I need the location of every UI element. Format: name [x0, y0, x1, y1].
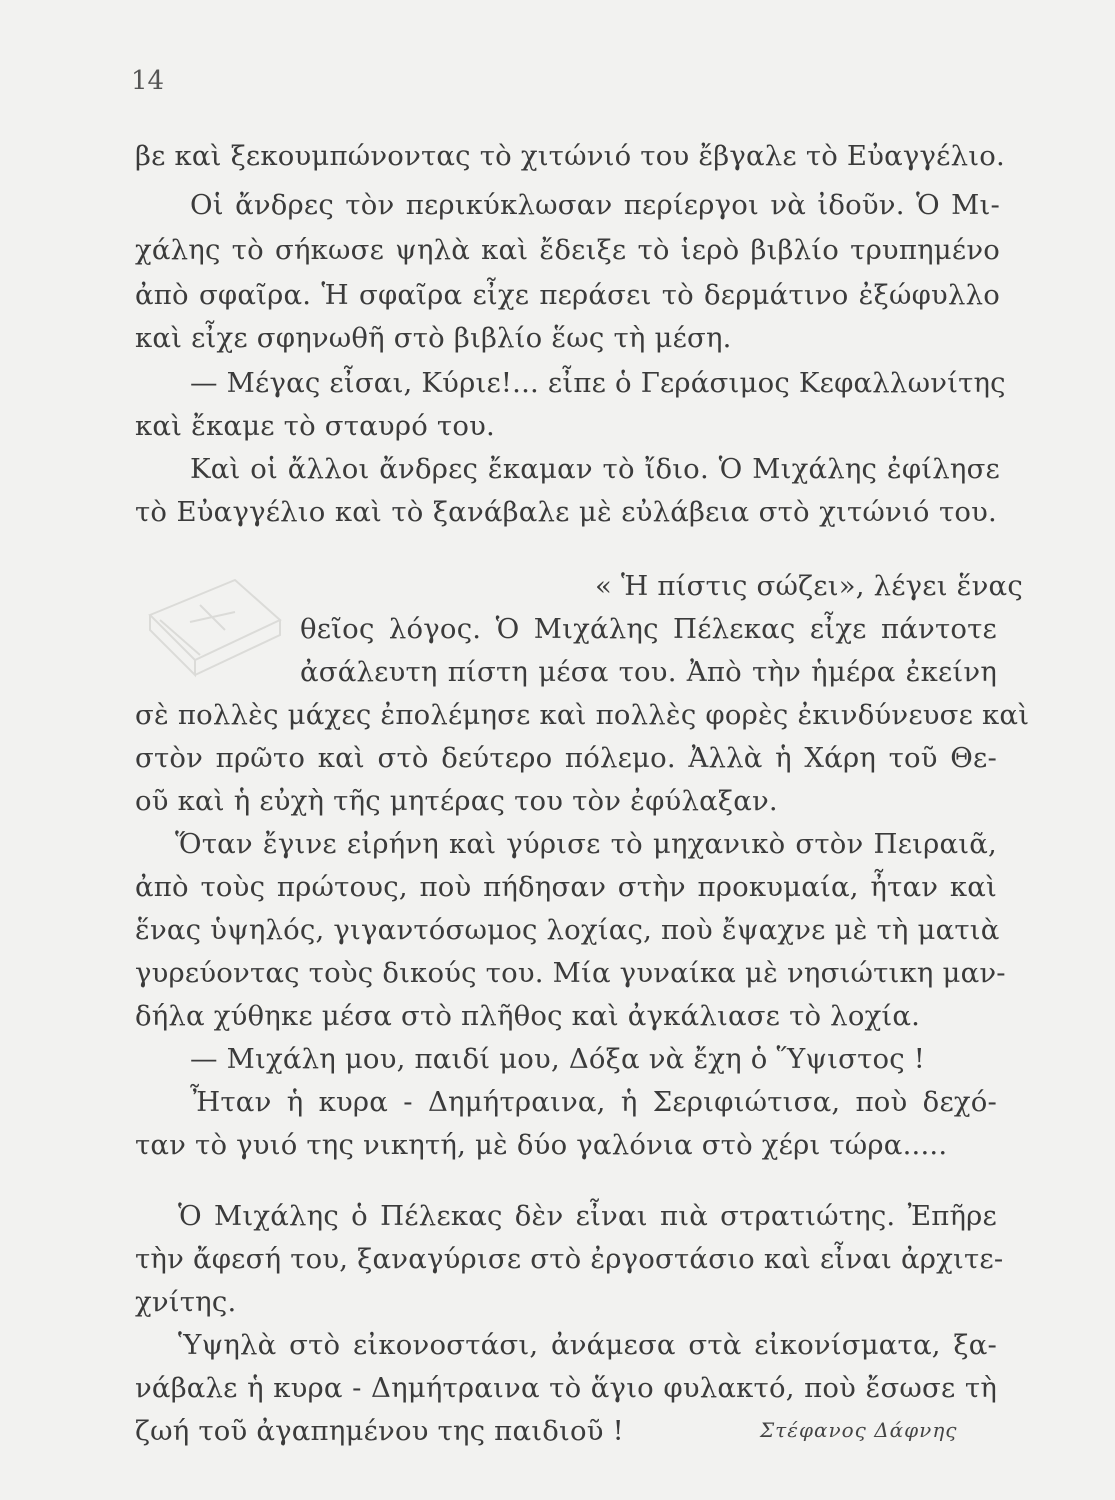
text-line: νάβαλε ἡ κυρα - Δημήτραινα τὸ ἅγιο φυλακτό, ποὺ ἔσωσε τὴ — [135, 1372, 997, 1404]
text-line: — Μιχάλη μου, παιδί μου, Δόξα νὰ ἔχη ὁ Ὕψιστος ! — [190, 1043, 926, 1075]
text-line: Ὁ Μιχάλης ὁ Πέλεκας δὲν εἶναι πιὰ στρατιώτης. Ἐπῆρε — [178, 1200, 997, 1232]
text-line: Ὅταν ἔγινε εἰρήνη καὶ γύρισε τὸ μηχανικὸ στὸν Πειραιᾶ, — [175, 828, 997, 860]
text-line: ἕνας ὑψηλός, γιγαντόσωμος λοχίας, ποὺ ἔψαχνε μὲ τὴ ματιὰ — [135, 914, 1000, 946]
text-line: γυρεύοντας τοὺς δικούς του. Μία γυναίκα μὲ νησιώτικη μαν- — [135, 957, 1006, 989]
text-line: χνίτης. — [135, 1286, 237, 1318]
text-line: τὸ Εὐαγγέλιο καὶ τὸ ξανάβαλε μὲ εὐλάβεια στὸ χιτώνιό του. — [135, 496, 997, 528]
text-line: καὶ εἶχε σφηνωθῆ στὸ βιβλίο ἕως τὴ μέση. — [135, 322, 732, 354]
text-line: Ὑψηλὰ στὸ εἰκονοστάσι, ἀνάμεσα στὰ εἰκονίσματα, ξα- — [178, 1329, 997, 1361]
text-line: καὶ ἔκαμε τὸ σταυρό του. — [135, 410, 495, 442]
text-line: χάλης τὸ σήκωσε ψηλὰ καὶ ἔδειξε τὸ ἱερὸ βιβλίο τρυπημένο — [135, 234, 1000, 266]
text-line: ἀπὸ τοὺς πρώτους, ποὺ πήδησαν στὴν προκυμαία, ἦταν καὶ — [135, 871, 997, 903]
text-line: Καὶ οἱ ἄλλοι ἄνδρες ἔκαμαν τὸ ἴδιο. Ὁ Μιχάλης ἐφίλησε — [190, 453, 1000, 485]
text-line: « Ἡ πίστις σώζει», λέγει ἕνας — [595, 570, 1023, 602]
author-signature: Στέφανος Δάφνης — [760, 1418, 958, 1442]
text-line: οῦ καὶ ἡ εὐχὴ τῆς μητέρας του τὸν ἐφύλαξαν. — [135, 785, 778, 817]
text-line: ταν τὸ γυιό της νικητή, μὲ δύο γαλόνια στὸ χέρι τώρα..... — [135, 1129, 948, 1161]
text-line: στὸν πρῶτο καὶ στὸ δεύτερο πόλεμο. Ἀλλὰ ἡ Χάρη τοῦ Θε- — [135, 742, 997, 774]
text-line: Οἱ ἄνδρες τὸν περικύκλωσαν περίεργοι νὰ ἰδοῦν. Ὁ Μι- — [190, 189, 1000, 221]
book-cross-emblem-icon — [140, 560, 290, 690]
text-line: τὴν ἄφεσή του, ξαναγύρισε στὸ ἐργοστάσιο καὶ εἶναι ἀρχιτε- — [135, 1243, 1004, 1275]
text-line: σὲ πολλὲς μάχες ἐπολέμησε καὶ πολλὲς φορὲς ἐκινδύνευσε καὶ — [135, 699, 1030, 731]
text-line: — Μέγας εἶσαι, Κύριε!... εἶπε ὁ Γεράσιμος Κεφαλλωνίτης — [190, 367, 1006, 399]
text-line: ἀπὸ σφαῖρα. Ἡ σφαῖρα εἶχε περάσει τὸ δερμάτινο ἐξώφυλλο — [135, 279, 1000, 311]
text-line: ἀσάλευτη πίστη μέσα του. Ἀπὸ τὴν ἡμέρα ἐκείνη — [300, 656, 997, 688]
text-line: ζωή τοῦ ἀγαπημένου της παιδιοῦ ! — [135, 1415, 624, 1447]
page-number: 14 — [131, 66, 165, 96]
text-line: Ἦταν ἡ κυρα - Δημήτραινα, ἡ Σεριφιώτισα, ποὺ δεχό- — [190, 1086, 997, 1118]
text-line: θεῖος λόγος. Ὁ Μιχάλης Πέλεκας εἶχε πάντοτε — [300, 613, 997, 645]
text-line: δήλα χύθηκε μέσα στὸ πλῆθος καὶ ἀγκάλιασε τὸ λοχία. — [135, 1000, 921, 1032]
text-line: βε καὶ ξεκουμπώνοντας τὸ χιτώνιό του ἔβγαλε τὸ Εὐαγγέλιο. — [135, 140, 1005, 172]
